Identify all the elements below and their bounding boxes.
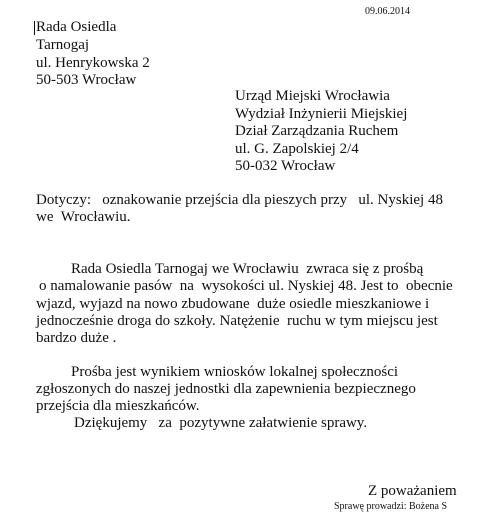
recipient-line-2: Wydział Inżynierii Miejskiej [235, 106, 408, 122]
letter-date: 09.06.2014 [365, 6, 410, 17]
sender-line-1: Rada Osiedla [36, 19, 117, 35]
prepared-by-line: Sprawę prowadzi: Bożena S [334, 501, 448, 512]
recipient-line-3: Dział Zarządzania Ruchem [235, 123, 399, 139]
text-cursor [34, 21, 35, 35]
recipient-line-4: ul. G. Zapolskiej 2/4 [235, 141, 359, 157]
paragraph-1-line-4: jednocześnie droga do szkoły. Natężenie ruchu w tym miejscu jest [36, 313, 438, 329]
paragraph-1-line-5: bardzo duże . [36, 330, 117, 346]
subject-line-1: Dotyczy: oznakowanie przejścia dla pieszych przy ul. Nyskiej 48 [36, 192, 443, 208]
recipient-line-5: 50-032 Wrocław [235, 158, 336, 174]
recipient-line-1: Urząd Miejski Wrocławia [235, 88, 390, 104]
paragraph-1-line-2: o namalowanie pasów na wysokości ul. Nyskiej 48. Jest to obecnie [39, 278, 453, 294]
paragraph-2-line-1: Prośba jest wynikiem wniosków lokalnej społeczności [71, 364, 399, 380]
sender-line-4: 50-503 Wrocław [36, 72, 137, 88]
sender-line-3: ul. Henrykowska 2 [36, 55, 150, 71]
subject-line-2: we Wrocławiu. [36, 209, 131, 225]
sender-line-2: Tarnogaj [36, 37, 90, 53]
paragraph-2-line-2: zgłoszonych do naszej jednostki dla zapewnienia bezpiecznego [36, 381, 416, 397]
closing-line: Z poważaniem [368, 483, 457, 499]
thanks-line: Dziękujemy za pozytywne załatwienie sprawy. [74, 415, 368, 431]
paragraph-1-line-1: Rada Osiedla Tarnogaj we Wrocławiu zwraca się z prośbą [71, 261, 424, 277]
paragraph-2-line-3: przejścia dla mieszkańców. [36, 398, 200, 414]
paragraph-1-line-3: wjazd, wyjazd na nowo zbudowane duże osiedle mieszkaniowe i [36, 296, 430, 312]
